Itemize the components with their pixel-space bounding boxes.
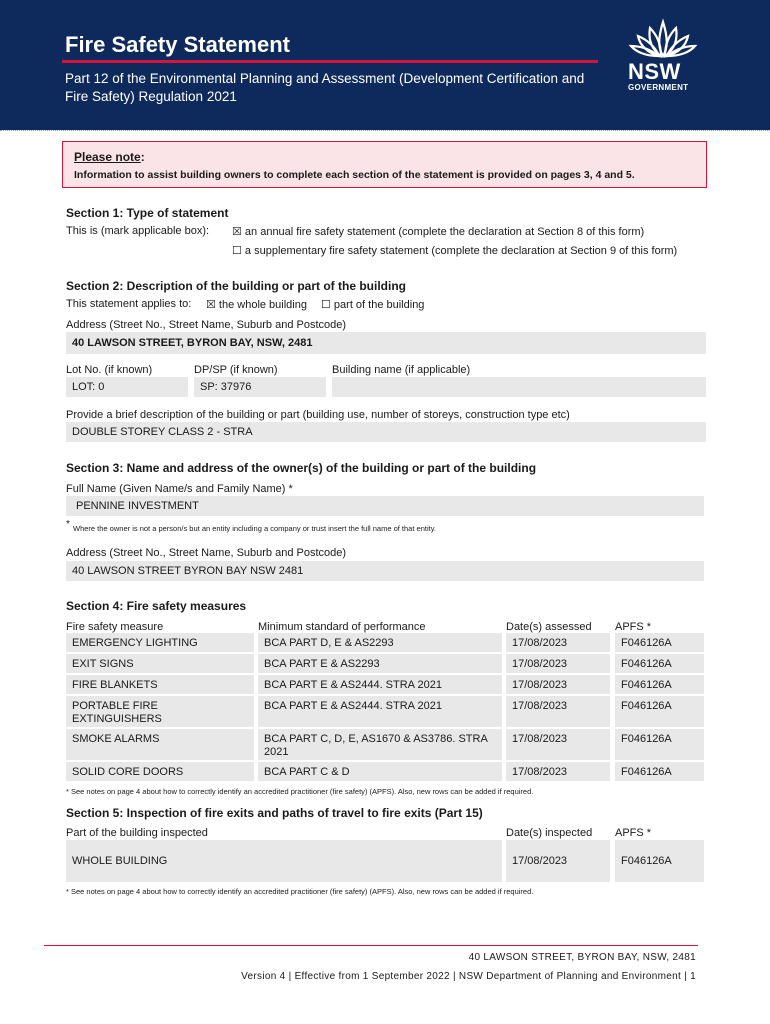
logo-subtext: GOVERNMENT [628,83,689,92]
section1-heading: Section 1: Type of statement [66,206,229,220]
measures-col-date: Date(s) assessed [506,621,592,633]
page-title: Fire Safety Statement [65,32,290,57]
owner-address-field[interactable]: 40 LAWSON STREET BYRON BAY NSW 2481 [66,561,704,581]
date-cell[interactable]: 17/08/2023 [506,633,610,652]
owner-footnote-star: * [66,519,70,530]
measure-cell[interactable]: PORTABLE FIRE EXTINGUISHERS [66,696,254,727]
part-building-checkbox[interactable]: ☐ part of the building [321,299,425,311]
section4-heading: Section 4: Fire safety measures [66,599,247,613]
inspected-part-cell[interactable]: WHOLE BUILDING [66,840,502,882]
owner-name-field[interactable]: PENNINE INVESTMENT [66,496,704,516]
logo-text: NSW [628,59,681,84]
dp-label: DP/SP (if known) [194,364,278,376]
standard-cell[interactable]: BCA PART C & D [258,762,502,781]
inspection-footnote: * See notes on page 4 about how to correctly identify an accredited practitioner (fire safety) (APFS). Also, new rows can be added if required. [66,887,534,896]
measure-cell[interactable]: EXIT SIGNS [66,654,254,673]
address-label: Address (Street No., Street Name, Suburb and Postcode) [66,319,347,331]
owner-footnote: Where the owner is not a person/s but an entity including a company or trust insert the full name of that entity. [73,524,436,533]
measure-cell[interactable]: FIRE BLANKETS [66,675,254,694]
measures-footnote: * See notes on page 4 about how to correctly identify an accredited practitioner (fire safety) (APFS). Also, new rows can be added if required. [66,787,534,796]
footer-version: Version 4 | Effective from 1 September 2022 | NSW Department of Planning and Environment | 1 [241,971,696,982]
standard-cell[interactable]: BCA PART E & AS2293 [258,654,502,673]
date-cell[interactable]: 17/08/2023 [506,762,610,781]
building-name-label: Building name (if applicable) [332,364,471,376]
note-colon: : [140,150,145,164]
lot-label: Lot No. (if known) [66,364,153,376]
header-banner [0,0,770,130]
section2-heading: Section 2: Description of the building or part of the building [66,279,406,293]
inspection-col-part: Part of the building inspected [66,827,208,839]
apfs-cell[interactable]: F046126A [615,729,704,760]
owner-name-label: Full Name (Given Name/s and Family Name) * [66,483,293,495]
measure-cell[interactable]: SMOKE ALARMS [66,729,254,760]
building-name-field[interactable] [332,377,706,397]
apfs-cell[interactable]: F046126A [615,696,704,727]
date-cell[interactable]: 17/08/2023 [506,696,610,727]
measures-col-measure: Fire safety measure [66,621,164,633]
lot-field[interactable]: LOT: 0 [66,377,188,397]
inspection-col-date: Date(s) inspected [506,827,593,839]
waratah-icon [628,18,698,58]
measures-col-standard: Minimum standard of performance [258,621,426,633]
dp-field[interactable]: SP: 37976 [194,377,326,397]
inspection-col-apfs: APFS * [615,827,652,839]
title-rule [62,60,598,63]
supplementary-statement-checkbox[interactable]: ☐ a supplementary fire safety statement (complete the declaration at Section 9 of this form) [232,245,678,257]
note-heading: Please note [74,150,141,164]
section3-heading: Section 3: Name and address of the owner(s) of the building or part of the building [66,461,537,475]
description-label: Provide a brief description of the building or part (building use, number of storeys, construction type etc) [66,409,570,421]
date-cell[interactable]: 17/08/2023 [506,654,610,673]
header-divider [0,130,770,131]
page-subtitle: Part 12 of the Environmental Planning and Assessment (Development Certification and Fire Safety) Regulation 2021 [65,71,585,104]
date-cell[interactable]: 17/08/2023 [506,729,610,760]
apfs-cell[interactable]: F046126A [615,654,704,673]
section1-label: This is (mark applicable box): [66,225,210,237]
standard-cell[interactable]: BCA PART D, E & AS2293 [258,633,502,652]
applies-label: This statement applies to: [66,298,192,310]
measure-cell[interactable]: EMERGENCY LIGHTING [66,633,254,652]
section5-heading: Section 5: Inspection of fire exits and paths of travel to fire exits (Part 15) [66,806,483,820]
apfs-cell[interactable]: F046126A [615,762,704,781]
apfs-cell[interactable]: F046126A [615,675,704,694]
nsw-logo [622,18,702,98]
measures-col-apfs: APFS * [615,621,652,633]
description-field[interactable]: DOUBLE STOREY CLASS 2 - STRA [66,422,706,442]
building-address-field[interactable]: 40 LAWSON STREET, BYRON BAY, NSW, 2481 [66,332,706,354]
note-heading-line [74,150,145,164]
apfs-cell[interactable]: F046126A [615,633,704,652]
standard-cell[interactable]: BCA PART C, D, E, AS1670 & AS3786. STRA 2021 [258,729,502,760]
owner-address-label: Address (Street No., Street Name, Suburb and Postcode) [66,547,347,559]
standard-cell[interactable]: BCA PART E & AS2444. STRA 2021 [258,675,502,694]
inspected-apfs-cell[interactable]: F046126A [615,840,704,882]
measure-cell[interactable]: SOLID CORE DOORS [66,762,254,781]
annual-statement-checkbox[interactable]: ☒ an annual fire safety statement (complete the declaration at Section 8 of this form) [232,226,645,238]
note-box [62,141,707,188]
footer-address: 40 LAWSON STREET, BYRON BAY, NSW, 2481 [468,952,696,963]
standard-cell[interactable]: BCA PART E & AS2444. STRA 2021 [258,696,502,727]
footer-rule [44,945,698,946]
date-cell[interactable]: 17/08/2023 [506,675,610,694]
inspected-date-cell[interactable]: 17/08/2023 [506,840,610,882]
note-text: Information to assist building owners to complete each section of the statement is provided on pages 3, 4 and 5. [74,169,635,181]
whole-building-checkbox[interactable]: ☒ the whole building [206,299,307,311]
